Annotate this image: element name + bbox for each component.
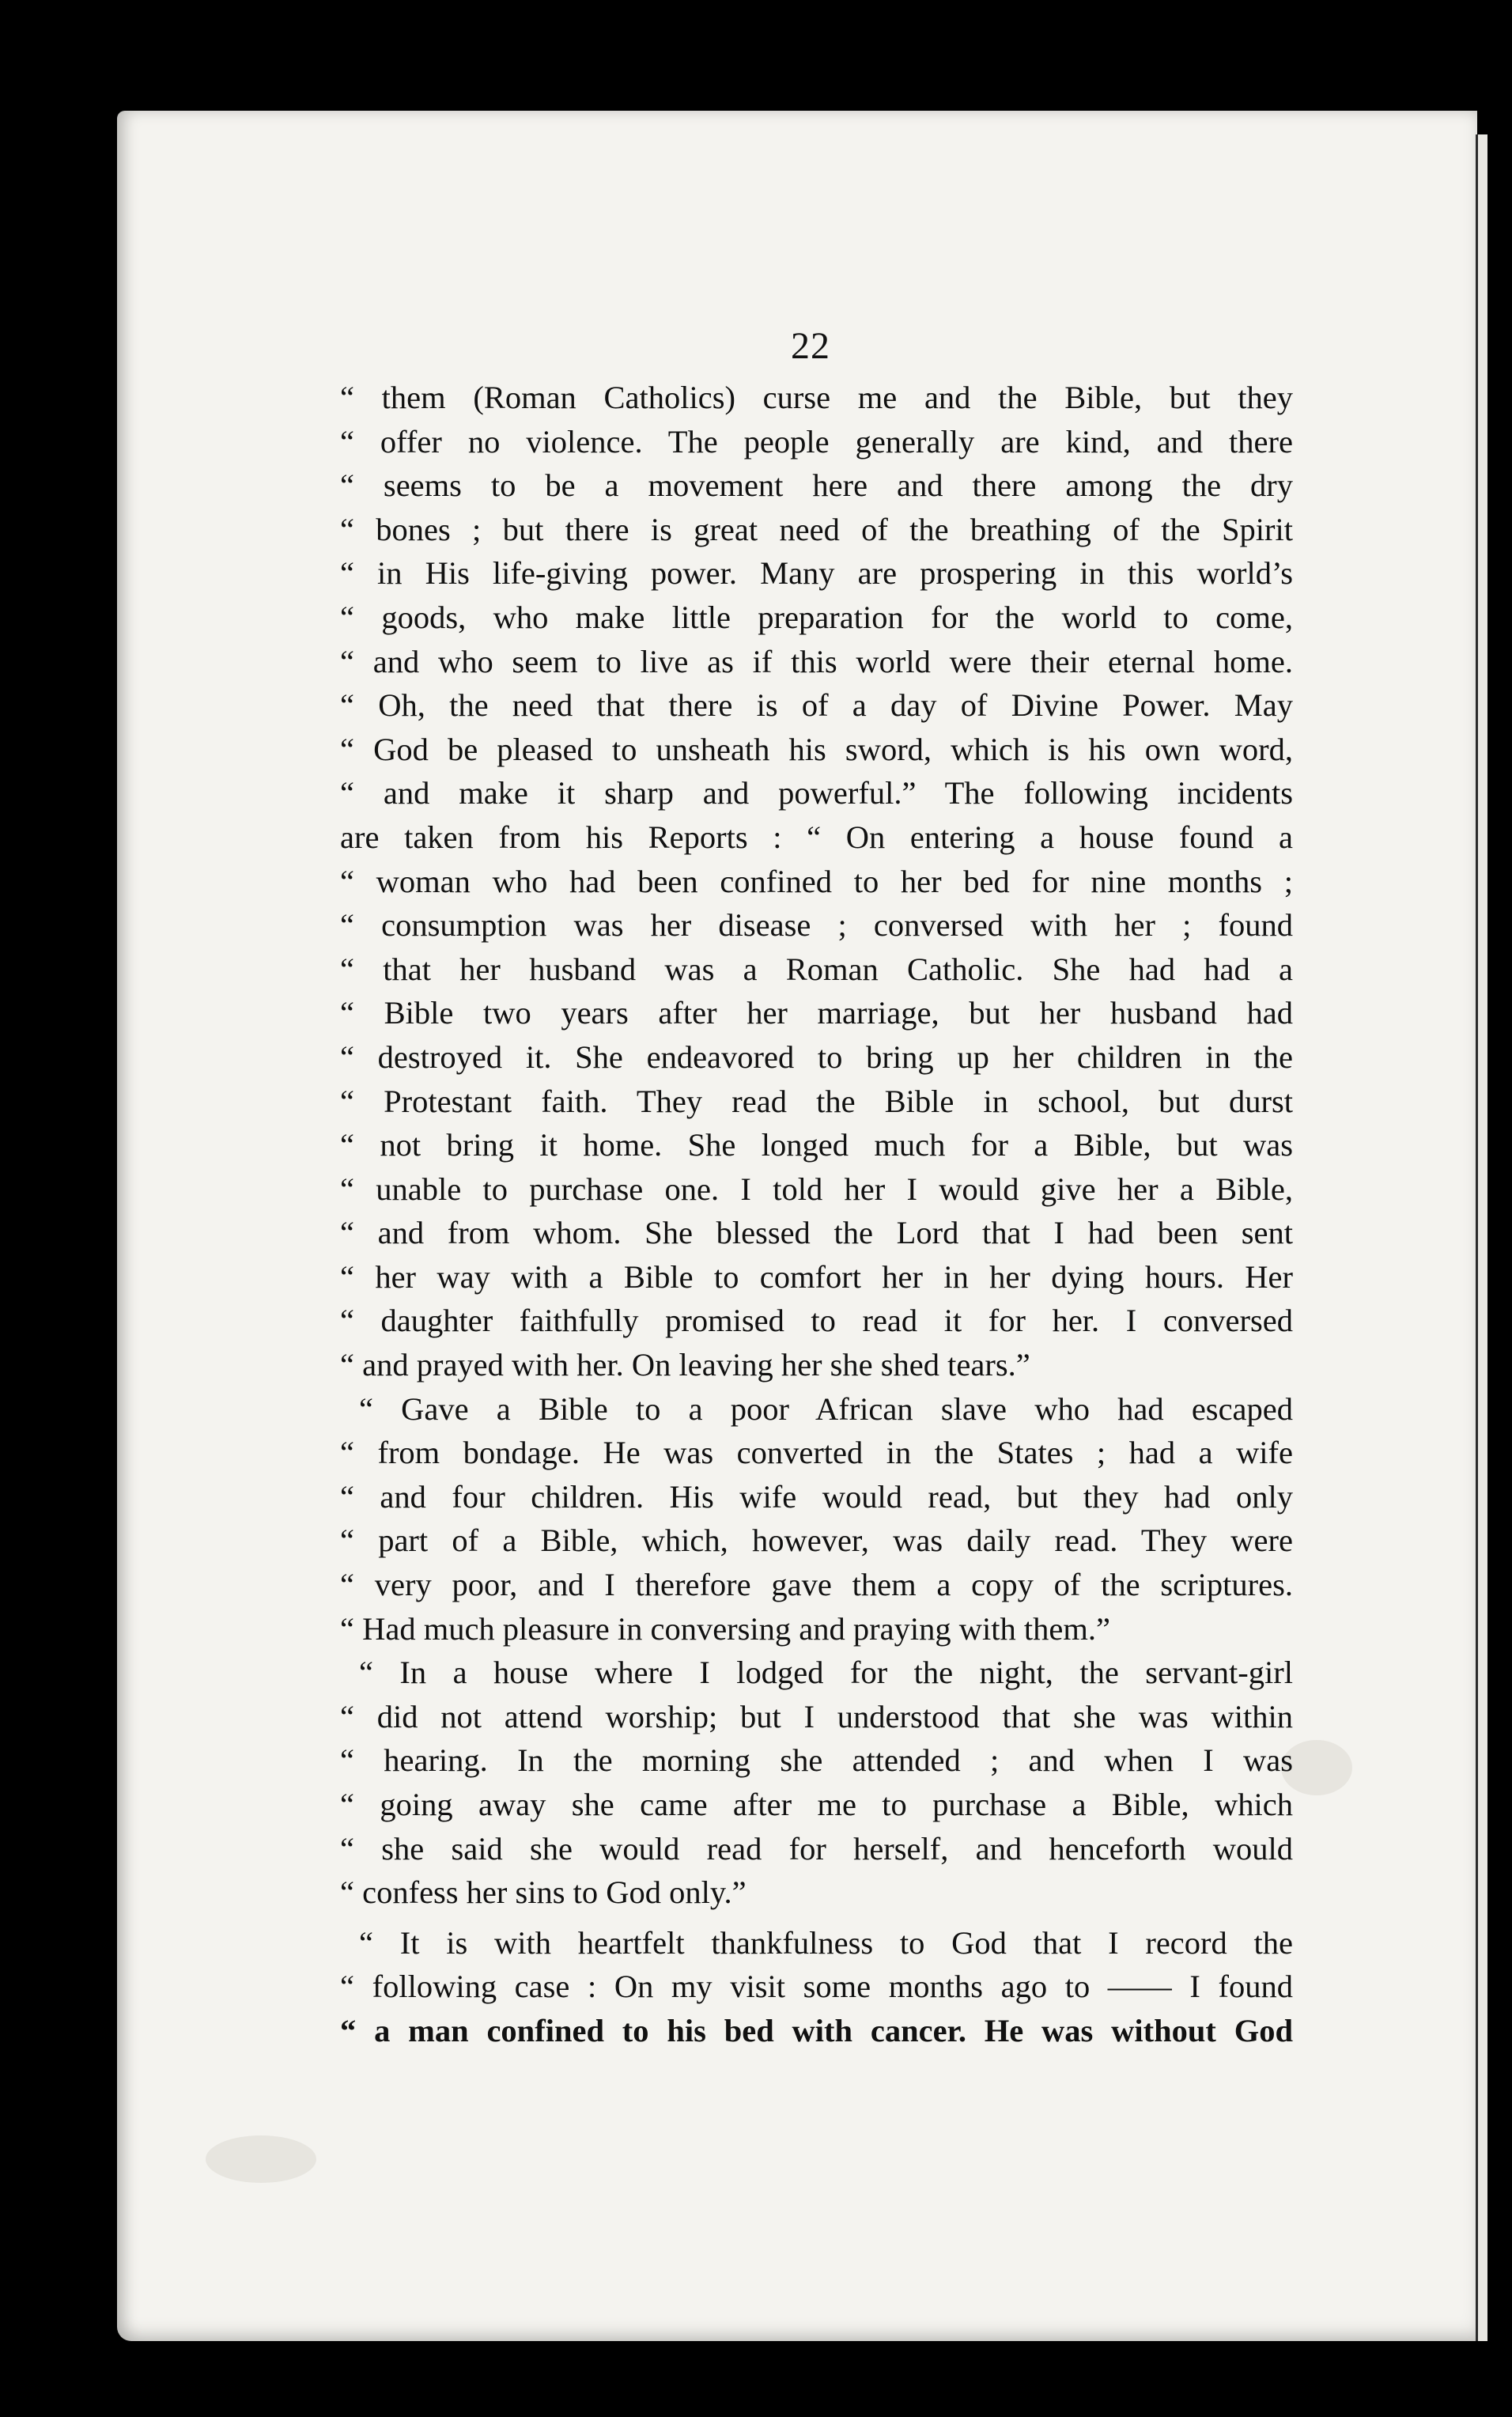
text-line: “ woman who had been confined to her bed for nine months ; <box>340 863 1293 899</box>
text-line: are taken from his Reports : “ On entering a house found a <box>340 819 1293 855</box>
text-line: “ and who seem to live as if this world were their eternal home. <box>340 643 1293 679</box>
text-line: “ very poor, and I therefore gave them a copy of the scriptures. <box>340 1567 1293 1603</box>
text-line: “ and make it sharp and powerful.” The following incidents <box>340 775 1293 811</box>
text-line: “ following case : On my visit some months ago to —— I found <box>340 1969 1293 2005</box>
text-line: “ hearing. In the morning she attended ; and when I was <box>340 1742 1293 1779</box>
text-line: “ part of a Bible, which, however, was daily read. They were <box>340 1522 1293 1559</box>
text-line: “ unable to purchase one. I told her I would give her a Bible, <box>340 1171 1293 1207</box>
paper-stain <box>206 2135 316 2183</box>
text-line: “ God be pleased to unsheath his sword, which is his own word, <box>340 731 1293 767</box>
text-line: “ daughter faithfully promised to read it for her. I conversed <box>340 1303 1293 1339</box>
body-text <box>340 376 1293 2053</box>
text-line: “ did not attend worship; but I understood that she was within <box>340 1698 1293 1734</box>
text-line: “ in His life-giving power. Many are prospering in this world’s <box>340 555 1293 592</box>
text-line: “ a man confined to his bed with cancer. He was without God <box>340 2012 1293 2048</box>
page-number: 22 <box>791 325 830 367</box>
text-line: “ Oh, the need that there is of a day of Divine Power. May <box>340 687 1293 724</box>
text-line: “ consumption was her disease ; conversed with her ; found <box>340 907 1293 944</box>
text-line: “ Had much pleasure in conversing and praying with them.” <box>340 1610 1110 1647</box>
text-line: “ and four children. His wife would read, but they had only <box>340 1478 1293 1515</box>
text-line: “ offer no violence. The people generally are kind, and there <box>340 423 1293 460</box>
paragraph-start-line: “ In a house where I lodged for the night, the servant-girl <box>359 1655 1293 1691</box>
text-line: “ confess her sins to God only.” <box>340 1874 747 1911</box>
text-line: “ Protestant faith. They read the Bible in school, but durst <box>340 1083 1293 1119</box>
text-line: “ bones ; but there is great need of the breathing of the Spirit <box>340 511 1293 547</box>
text-line: “ goods, who make little preparation for the world to come, <box>340 599 1293 635</box>
text-line: “ Bible two years after her marriage, but her husband had <box>340 995 1293 1031</box>
text-line: “ her way with a Bible to comfort her in her dying hours. Her <box>340 1258 1293 1295</box>
text-line: “ and from whom. She blessed the Lord that I had been sent <box>340 1215 1293 1251</box>
text-line: “ that her husband was a Roman Catholic. She had had a <box>340 951 1293 987</box>
text-line: “ seems to be a movement here and there among the dry <box>340 467 1293 504</box>
facing-page-edge <box>1476 134 1487 2341</box>
text-line: “ destroyed it. She endeavored to bring up her children in the <box>340 1038 1293 1075</box>
text-line: “ them (Roman Catholics) curse me and the Bible, but they <box>340 380 1293 415</box>
text-line: “ going away she came after me to purchase a Bible, which <box>340 1787 1293 1822</box>
text-line: “ from bondage. He was converted in the States ; had a wife <box>340 1435 1293 1471</box>
text-line: “ she said she would read for herself, and henceforth would <box>340 1830 1293 1867</box>
paragraph-start-line: “ It is with heartfelt thankfulness to God that I record the <box>359 1924 1293 1961</box>
paragraph-start-line: “ Gave a Bible to a poor African slave who had escaped <box>359 1390 1293 1427</box>
text-line: “ and prayed with her. On leaving her she shed tears.” <box>340 1347 1030 1383</box>
text-line: “ not bring it home. She longed much for a Bible, but was <box>340 1127 1293 1163</box>
